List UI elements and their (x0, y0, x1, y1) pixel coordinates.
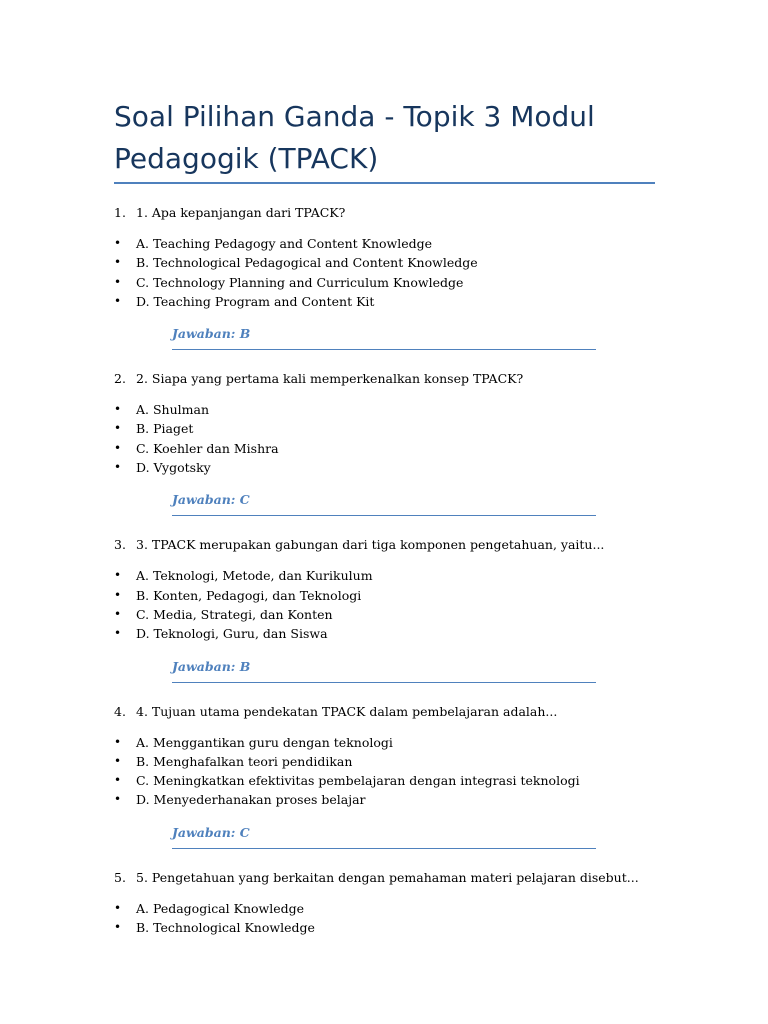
option-a: • A. Menggantikan guru dengan teknologi (114, 733, 654, 752)
option-a: • A. Teaching Pedagogy and Content Knowledge (114, 234, 654, 253)
question-label: 1. Apa kepanjangan dari TPACK? (136, 205, 346, 220)
option-d: • D. Vygotsky (114, 458, 654, 477)
answer-line: Jawaban: B (172, 325, 596, 350)
question-2 (114, 370, 654, 536)
bullet-icon: • (114, 920, 122, 935)
bullet-icon: • (114, 606, 122, 621)
option-b: • B. Technological Knowledge (114, 918, 654, 937)
options-list (114, 733, 654, 810)
bullet-icon: • (114, 626, 122, 641)
bullet-icon: • (114, 421, 122, 436)
question-text (114, 204, 654, 222)
answer-line: Jawaban: B (172, 658, 596, 683)
question-number: 3. (114, 537, 126, 553)
answer-line: Jawaban: C (172, 824, 596, 849)
question-text (114, 869, 654, 887)
options-list (114, 899, 654, 938)
question-text (114, 370, 654, 388)
bullet-icon: • (114, 236, 122, 250)
question-label: 4. Tujuan utama pendekatan TPACK dalam pembelajaran adalah... (136, 703, 558, 719)
option-c: • C. Meningkatkan efektivitas pembelajaran dengan integrasi teknologi (114, 771, 654, 790)
option-b: • B. Menghafalkan teori pendidikan (114, 752, 654, 771)
bullet-icon: • (114, 255, 122, 270)
answer-line: Jawaban: C (172, 491, 596, 516)
option-d: • D. Teaching Program and Content Kit (114, 292, 654, 311)
bullet-icon: • (114, 460, 122, 475)
question-text (114, 703, 654, 721)
document-title: Soal Pilihan Ganda - Topik 3 Modul Pedagogik (TPACK) (114, 96, 655, 184)
option-c: • C. Technology Planning and Curriculum Knowledge (114, 273, 654, 292)
question-1 (114, 204, 654, 370)
question-number: 1. (114, 205, 126, 220)
bullet-icon: • (114, 900, 122, 915)
question-label: 5. Pengetahuan yang berkaitan dengan pemahaman materi pelajaran disebut... (136, 869, 639, 885)
bullet-icon: • (114, 587, 122, 602)
question-3 (114, 536, 654, 702)
bullet-icon: • (114, 734, 122, 749)
bullet-icon: • (114, 568, 122, 583)
option-c: • C. Media, Strategi, dan Konten (114, 605, 654, 624)
bullet-icon: • (114, 440, 122, 455)
option-a: • A. Shulman (114, 400, 654, 419)
question-text (114, 536, 654, 554)
option-a: • A. Pedagogical Knowledge (114, 899, 654, 918)
option-a: • A. Teknologi, Metode, dan Kurikulum (114, 566, 654, 585)
option-c: • C. Koehler dan Mishra (114, 439, 654, 458)
bullet-icon: • (114, 753, 122, 768)
options-list (114, 400, 654, 477)
question-number: 5. (114, 869, 126, 885)
question-number: 2. (114, 371, 126, 387)
bullet-icon: • (114, 402, 122, 417)
bullet-icon: • (114, 792, 122, 807)
question-label: 2. Siapa yang pertama kali memperkenalkan konsep TPACK? (136, 371, 524, 387)
question-number: 4. (114, 703, 126, 719)
question-4 (114, 703, 654, 869)
option-b: • B. Piaget (114, 419, 654, 438)
question-5 (114, 869, 654, 938)
bullet-icon: • (114, 293, 122, 308)
question-label: 3. TPACK merupakan gabungan dari tiga komponen pengetahuan, yaitu... (136, 537, 605, 553)
options-list (114, 566, 654, 643)
option-b: • B. Konten, Pedagogi, dan Teknologi (114, 586, 654, 605)
option-d: • D. Menyederhanakan proses belajar (114, 790, 654, 809)
option-d: • D. Teknologi, Guru, dan Siswa (114, 624, 654, 643)
option-b: • B. Technological Pedagogical and Content Knowledge (114, 253, 654, 272)
bullet-icon: • (114, 773, 122, 788)
options-list (114, 234, 654, 311)
bullet-icon: • (114, 274, 122, 289)
